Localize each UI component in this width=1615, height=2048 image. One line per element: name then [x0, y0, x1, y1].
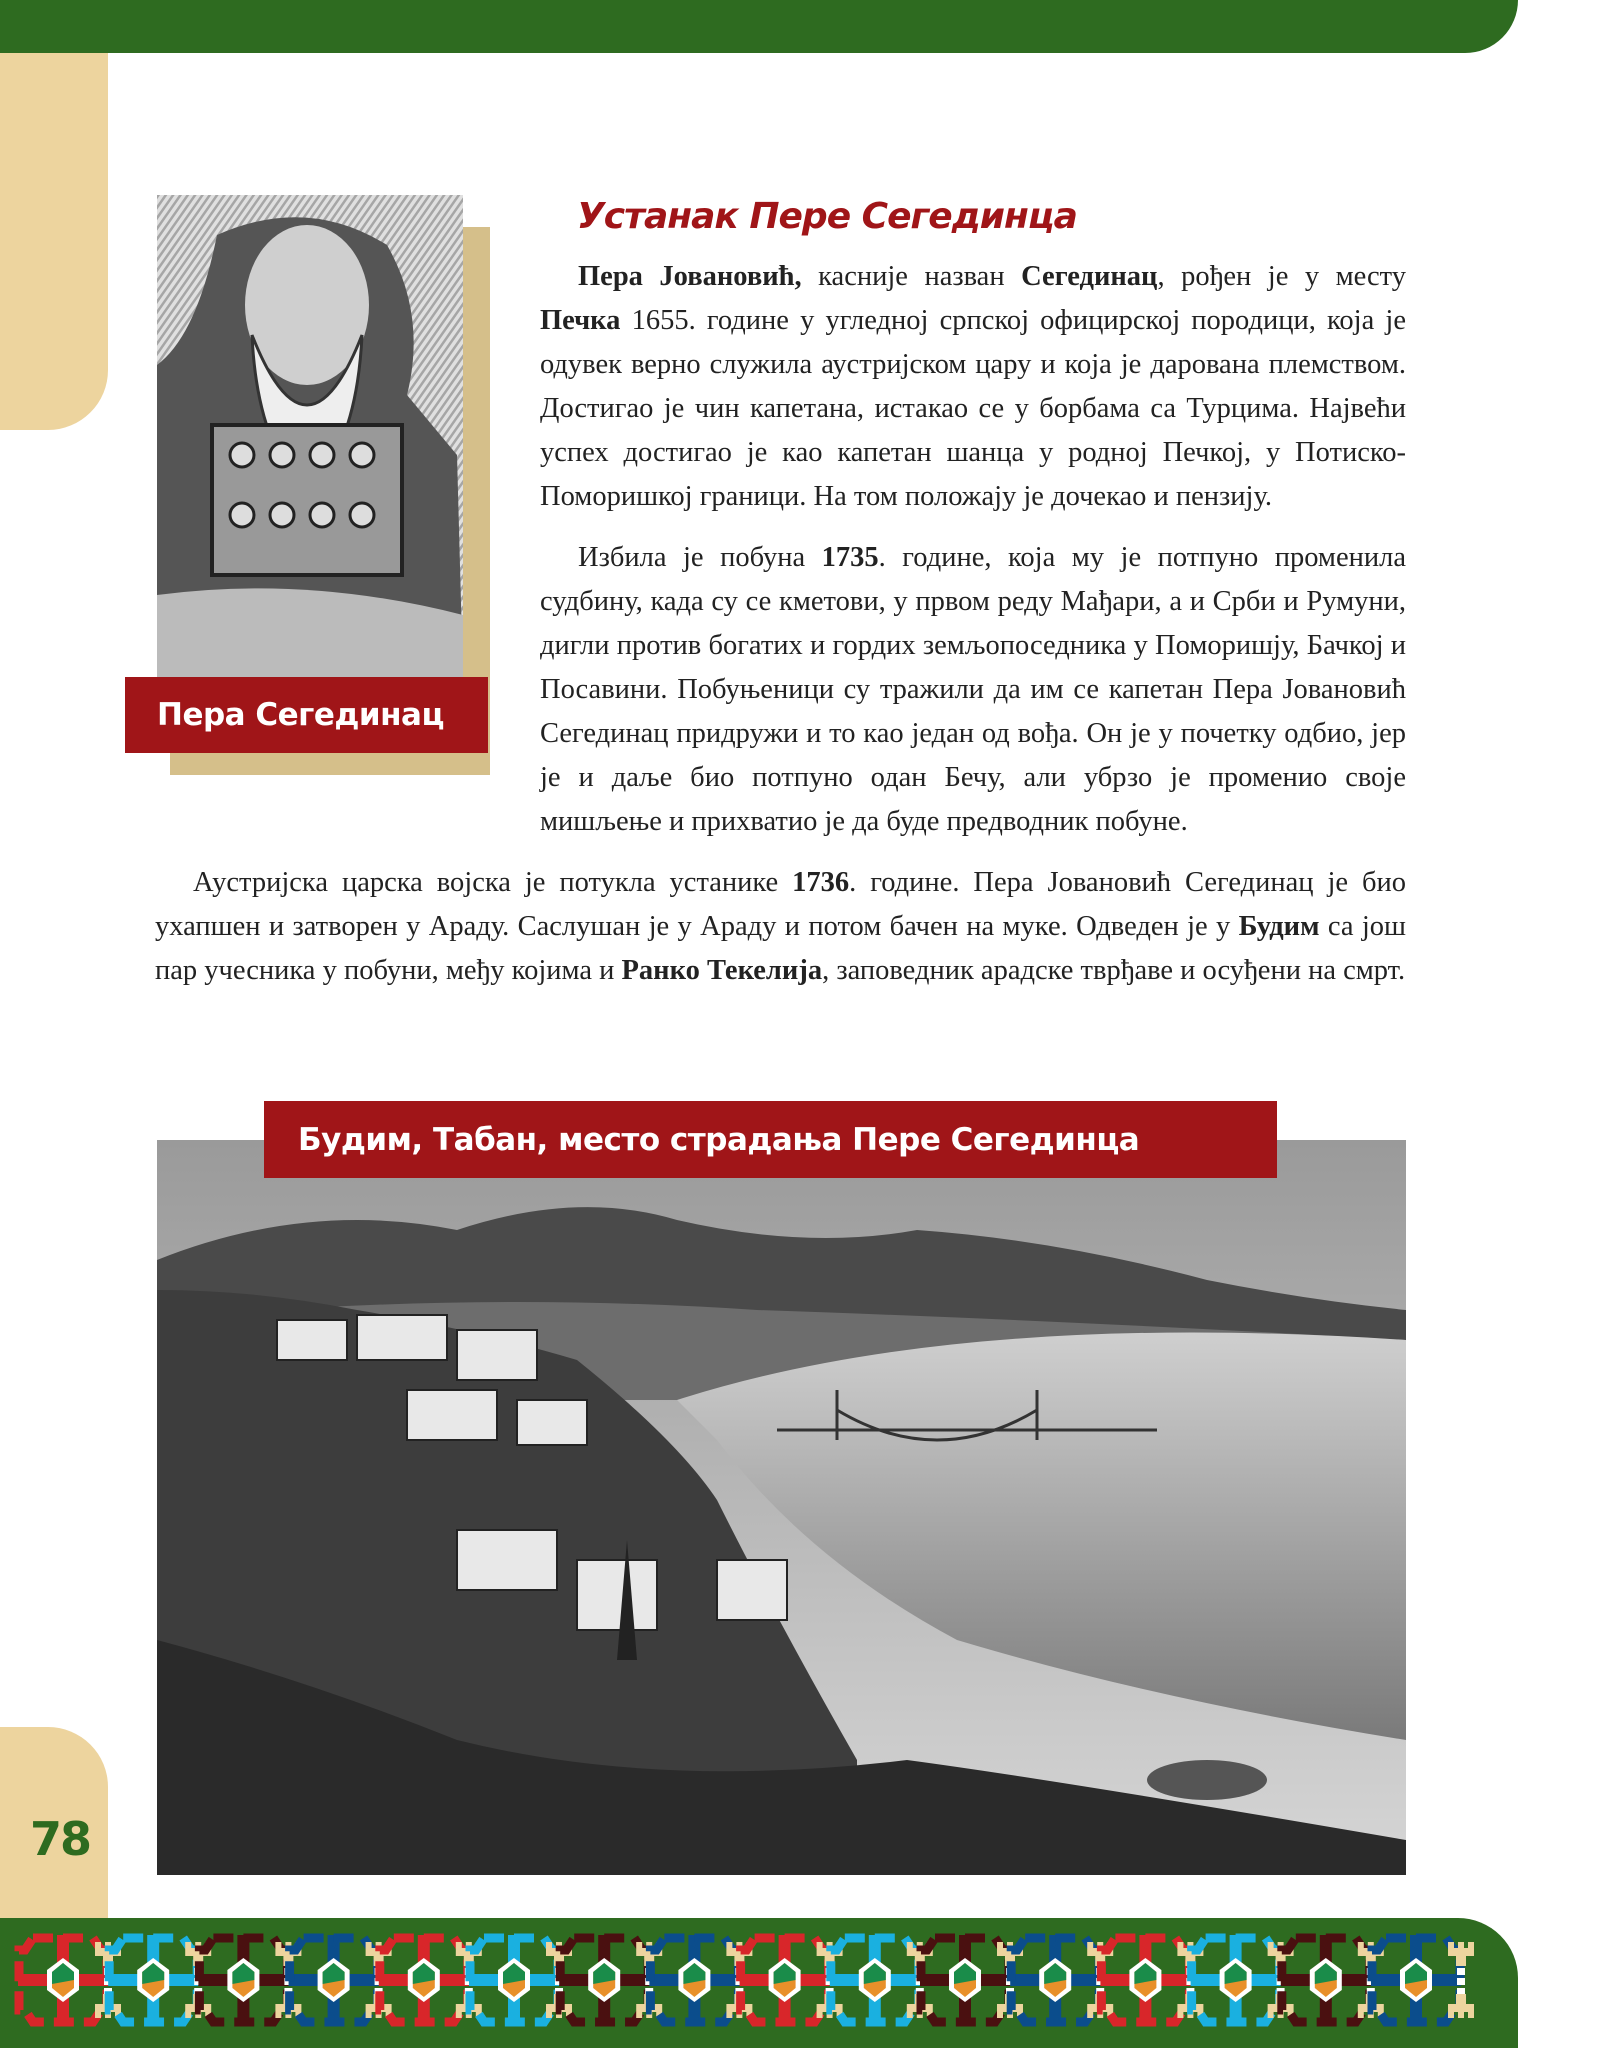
ornament-motif — [18, 1935, 108, 2025]
bold-text: Будим — [1238, 911, 1320, 942]
ornament-motif — [559, 1935, 649, 2025]
bottom-ornament-bar — [0, 1918, 1518, 2048]
ornament-motif — [1100, 1935, 1190, 2025]
page-number: 78 — [30, 1812, 91, 1866]
ornament-motif — [920, 1935, 1010, 2025]
section-title: Устанак Пере Сегединца — [577, 196, 1077, 237]
folk-ornament-pattern — [0, 1918, 1518, 2048]
text-run: . године, која му је потпуно променила судбину, када су се кметови, у првом реду Мађари, а и Срби и Румуни, дигли против богатих и гордих земљопоседника у Поморишју, Бачкој и Посавини. Побуњеници су тражили да им се капетан Пера Јовановић Сегединац придружи и то као један од вођа. Он је у почетку одбио, јер је и даље био потпуно одан Бечу, али убрзо је променио своје мишљење и прихватио је да буде предводник побуне. — [540, 542, 1406, 837]
text-run: . године. Пера Јовановић Сегединац је био ухапшен и затворен у Араду. Саслушан је у Араду и потом бачен на муке. Одведен је у — [155, 867, 1406, 942]
ornament-motif — [289, 1935, 379, 2025]
ornament-motif — [830, 1935, 920, 2025]
ornament-motif — [108, 1935, 198, 2025]
ornament-motif — [469, 1935, 559, 2025]
ornament-motif — [740, 1935, 830, 2025]
ornament-motif — [649, 1935, 739, 2025]
text-run: са још пар учесника у побуни, међу којима и — [155, 911, 1406, 986]
bold-text: Сегединац — [1021, 261, 1158, 292]
portrait-caption: Пера Сегединац — [125, 677, 488, 753]
text-run: Избила је побуна — [578, 542, 822, 573]
text-run: , рођен је у месту — [1157, 261, 1407, 292]
body-text — [155, 255, 1406, 993]
ornament-motif — [1010, 1935, 1100, 2025]
bold-text: 1736 — [792, 867, 850, 898]
ornament-motif — [1191, 1935, 1281, 2025]
top-green-bar — [0, 0, 1518, 53]
bold-text: 1735 — [821, 542, 879, 573]
text-run: Аустријска царска војска је потукла устанике — [193, 867, 793, 898]
bold-text: Печка — [540, 305, 621, 336]
top-side-tab — [0, 53, 108, 430]
paragraph-3 — [155, 861, 1406, 993]
image-caption-banner: Будим, Табан, место страдања Пере Сегединца — [264, 1101, 1277, 1178]
text-run: 1655. године у угледној српској официрској породици, која је одувек верно служила аустријском цару и која је дарована племством. Достигао је чин капетана, истакао се у борбама са Турцима. Највећи успех достигао је као капетан шанца у родној Печкој, у Потиско-Поморишкој граници. На том положају је дочекао и пензију. — [540, 305, 1406, 512]
bold-text: Ранко Текелија — [621, 955, 823, 986]
ornament-motif — [1281, 1935, 1371, 2025]
budim-engraving-image — [157, 1140, 1406, 1875]
bold-text: Пера Јовановић, — [578, 261, 802, 292]
ornament-motif — [198, 1935, 288, 2025]
text-run: , заповедник арадске тврђаве и осуђени на смрт. — [822, 955, 1406, 986]
ornament-motif — [379, 1935, 469, 2025]
ornament-motif — [1371, 1935, 1461, 2025]
text-run: касније назван — [801, 261, 1022, 292]
